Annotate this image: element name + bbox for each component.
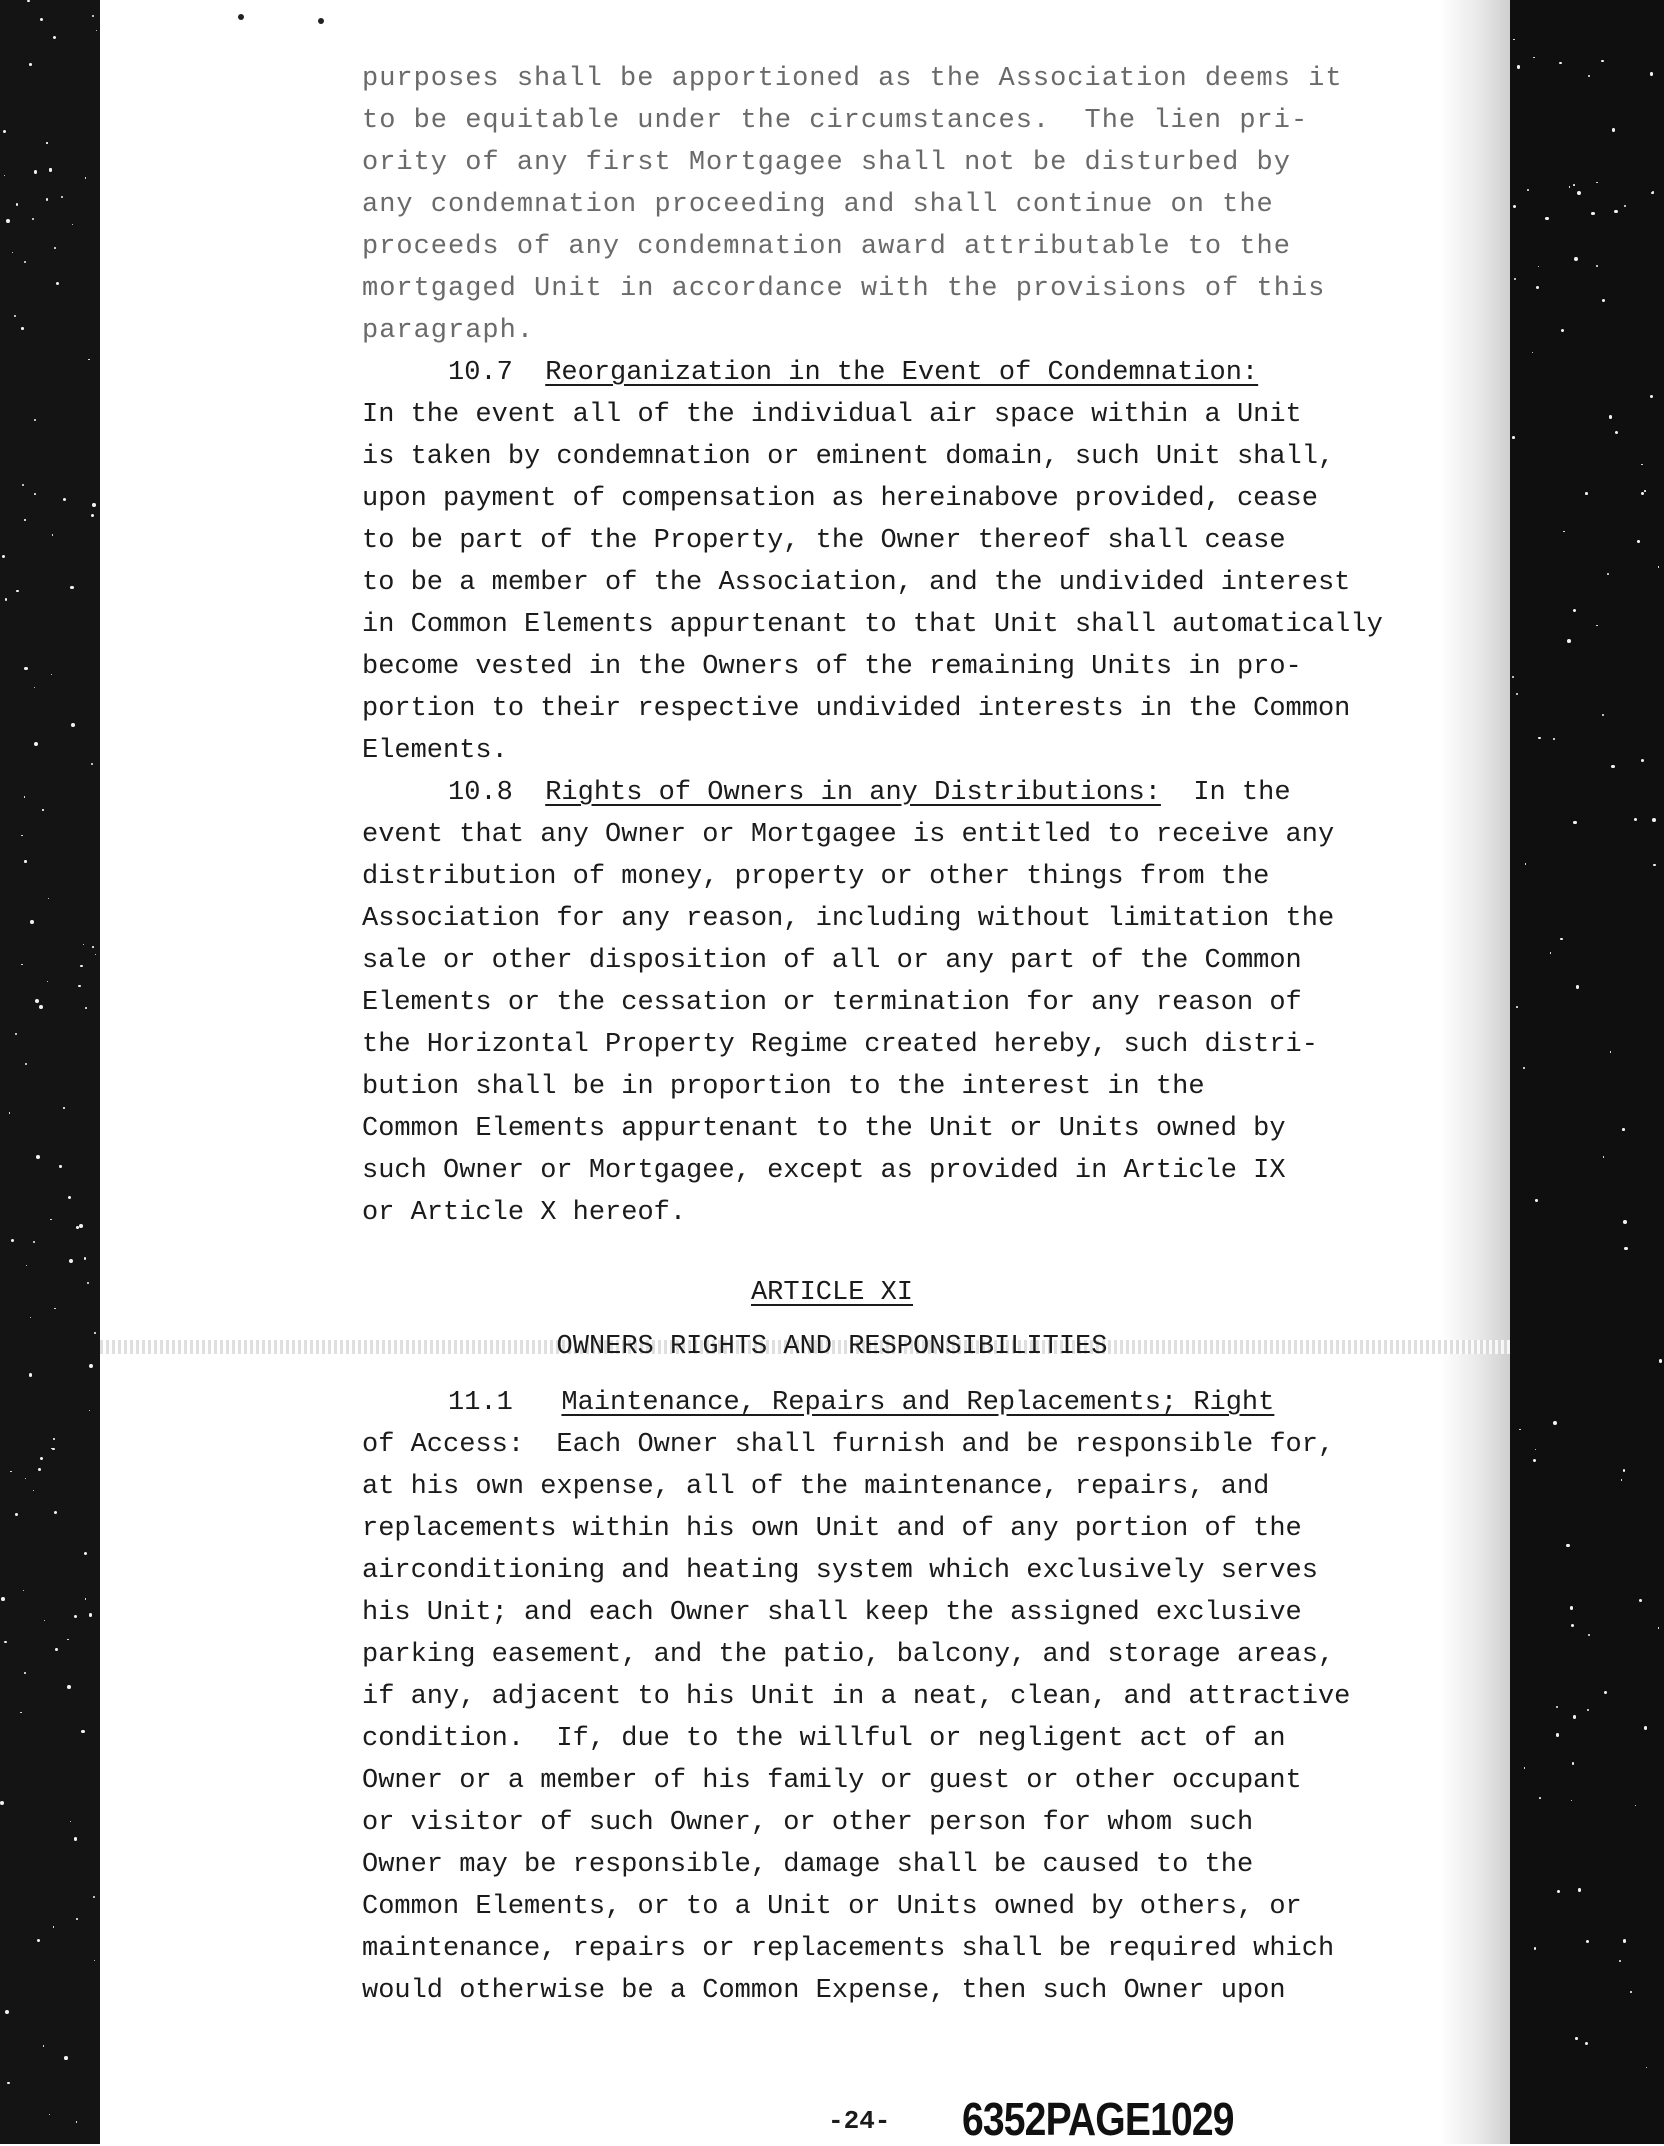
scan-noise-speck — [29, 1373, 32, 1376]
text-line: in Common Elements appurtenant to that Unit shall automatically — [362, 610, 1383, 640]
text-line: to be a member of the Association, and the undivided interest — [362, 568, 1351, 598]
scan-noise-speck — [30, 920, 34, 924]
text-line: his Unit; and each Owner shall keep the assigned exclusive — [362, 1598, 1302, 1628]
scan-noise-speck — [54, 1308, 55, 1309]
scan-noise-speck — [1572, 1762, 1574, 1764]
scan-noise-speck — [1516, 693, 1518, 695]
scan-noise-speck — [85, 1598, 87, 1600]
section-number: 10.7 — [448, 358, 513, 388]
scan-noise-speck — [1623, 1220, 1627, 1224]
scan-noise-speck — [91, 514, 94, 517]
scan-noise-speck — [33, 1241, 35, 1243]
scan-noise-speck — [34, 742, 38, 746]
text-line: to be part of the Property, the Owner thereof shall cease — [362, 526, 1286, 556]
scan-noise-speck — [1644, 1726, 1647, 1729]
scan-noise-speck — [20, 1712, 21, 1713]
scan-noise-speck — [1650, 72, 1653, 75]
scan-noise-speck — [21, 835, 22, 836]
section-title: Rights of Owners in any Distributions: — [545, 778, 1161, 808]
text-line: Common Elements appurtenant to the Unit or Units owned by — [362, 1114, 1286, 1144]
text-line: maintenance, repairs or replacements shall be required which — [362, 1934, 1335, 1964]
scan-noise-speck — [1545, 217, 1549, 221]
scan-noise-speck — [1512, 676, 1514, 678]
text-line: or visitor of such Owner, or other person for whom such — [362, 1808, 1254, 1838]
scan-noise-speck — [89, 1364, 93, 1368]
scan-noise-speck — [1513, 205, 1516, 208]
scan-noise-speck — [61, 196, 63, 198]
scan-noise-speck — [94, 1332, 96, 1334]
scan-noise-speck — [3, 130, 6, 133]
scan-noise-speck — [1596, 625, 1597, 626]
scan-dot — [318, 18, 324, 24]
text-line: distribution of money, property or other things from the — [362, 862, 1270, 892]
scan-noise-speck — [1553, 738, 1555, 740]
scan-noise-speck — [1523, 1067, 1525, 1069]
scan-noise-speck — [1586, 1940, 1589, 1943]
scan-dot — [238, 14, 244, 20]
text-line: replacements within his own Unit and of any portion of the — [362, 1514, 1302, 1544]
scan-noise-speck — [52, 1448, 55, 1451]
text-line: airconditioning and heating system which exclusively serves — [362, 1556, 1318, 1586]
section-title: Reorganization in the Event of Condemnation: — [545, 358, 1259, 388]
article-subtitle: OWNERS RIGHTS AND RESPONSIBILITIES — [556, 1332, 1108, 1362]
scan-noise-speck — [1622, 1128, 1625, 1131]
scan-noise-speck — [85, 1007, 87, 1009]
scan-noise-speck — [5, 2010, 9, 2014]
scan-noise-speck — [38, 1468, 41, 1471]
scan-noise-speck — [29, 63, 32, 66]
scan-noise-speck — [1516, 1006, 1518, 1008]
scan-noise-speck — [43, 2045, 45, 2047]
text-line: parking easement, and the patio, balcony, and storage areas, — [362, 1640, 1335, 1670]
scan-noise-speck — [1517, 65, 1521, 69]
scan-noise-speck — [80, 965, 82, 967]
scan-noise-speck — [1644, 490, 1646, 492]
section-number: 11.1 — [448, 1388, 513, 1418]
scan-noise-speck — [16, 590, 18, 592]
section-heading-10-8 — [448, 776, 1291, 810]
scan-noise-speck — [78, 985, 81, 988]
scan-noise-speck — [4, 175, 5, 176]
text-line: portion to their respective undivided interests in the Common — [362, 694, 1351, 724]
scan-noise-speck — [64, 2056, 68, 2060]
scan-noise-speck — [46, 142, 47, 143]
text-line: any condemnation proceeding and shall continue on the — [362, 190, 1274, 220]
article-title: ARTICLE XI — [750, 1278, 914, 1308]
scan-noise-speck — [36, 1155, 40, 1159]
text-line: condition. If, due to the willful or negligent act of an — [362, 1724, 1286, 1754]
scan-noise-speck — [1571, 1800, 1572, 1801]
scan-noise-speck — [14, 315, 16, 317]
scan-noise-speck — [84, 1257, 86, 1259]
scan-noise-speck — [1575, 2037, 1578, 2040]
section-heading-11-1 — [448, 1386, 1274, 1420]
scan-noise-speck — [1556, 1733, 1559, 1736]
text-line: at his own expense, all of the maintenance, repairs, and — [362, 1472, 1270, 1502]
scan-noise-speck — [49, 168, 52, 171]
text-line: is taken by condemnation or eminent domain, such Unit shall, — [362, 442, 1335, 472]
section-title: Maintenance, Repairs and Replacements; Right — [561, 1388, 1275, 1418]
scan-noise-speck — [34, 493, 36, 495]
scan-noise-speck — [92, 946, 94, 948]
scan-noise-speck — [1614, 210, 1617, 213]
scan-noise-speck — [1539, 1797, 1541, 1799]
scan-noise-speck — [1533, 57, 1535, 59]
text-line: the Horizontal Property Regime created hereby, such distri- — [362, 1030, 1318, 1060]
scan-noise-speck — [92, 15, 94, 17]
scan-noise-speck — [1578, 1888, 1581, 1891]
scan-noise-speck — [1573, 184, 1575, 186]
scan-noise-speck — [53, 1438, 55, 1440]
scan-noise-speck — [26, 1265, 27, 1266]
scan-noise-speck — [63, 1107, 65, 1109]
scan-noise-speck — [67, 1685, 71, 1689]
scan-noise-speck — [59, 1165, 61, 1167]
text-line: Common Elements, or to a Unit or Units owned by others, or — [362, 1892, 1302, 1922]
scan-noise-speck — [67, 1639, 68, 1640]
section-number: 10.8 — [448, 778, 513, 808]
text-line: mortgaged Unit in accordance with the provisions of this — [362, 274, 1326, 304]
scan-noise-speck — [1, 1597, 5, 1601]
scan-noise-speck — [1525, 863, 1526, 864]
text-line: sale or other disposition of all or any part of the Common — [362, 946, 1302, 976]
scan-noise-speck — [1538, 737, 1540, 739]
scan-noise-speck — [1556, 1706, 1558, 1708]
text-line: purposes shall be apportioned as the Association deems it — [362, 64, 1343, 94]
text-line: Owner may be responsible, damage shall be caused to the — [362, 1850, 1254, 1880]
scan-noise-speck — [21, 964, 22, 965]
page-number: -24- — [828, 2106, 891, 2136]
text-line: ority of any first Mortgagee shall not be disturbed by — [362, 148, 1291, 178]
text-line: or Article X hereof. — [362, 1198, 687, 1228]
scan-noise-speck — [81, 1730, 84, 1733]
text-line: would otherwise be a Common Expense, then such Owner upon — [362, 1976, 1286, 2006]
scan-noise-speck — [37, 1939, 40, 1942]
text-line: Elements. — [362, 736, 508, 766]
scan-noise-speck — [1659, 1359, 1662, 1362]
scan-noise-speck — [1624, 205, 1626, 207]
scan-noise-speck — [76, 1918, 78, 1920]
scan-noise-speck — [1557, 1890, 1560, 1893]
scan-noise-speck — [1604, 1691, 1607, 1694]
scan-noise-speck — [50, 1219, 52, 1221]
scan-noise-speck — [1534, 1947, 1537, 1950]
scan-noise-speck — [1637, 540, 1640, 543]
scan-noise-speck — [24, 860, 27, 863]
text-line: event that any Owner or Mortgagee is entitled to receive any — [362, 820, 1335, 850]
scan-noise-speck — [85, 177, 86, 178]
text-line: In the event all of the individual air space within a Unit — [362, 400, 1302, 430]
text-line: bution shall be in proportion to the interest in the — [362, 1072, 1205, 1102]
scan-noise-speck — [1646, 2067, 1647, 2068]
text-line: proceeds of any condemnation award attributable to the — [362, 232, 1291, 262]
scan-noise-speck — [51, 674, 52, 675]
scan-noise-speck — [1653, 864, 1656, 867]
text-line: if any, adjacent to his Unit in a neat, clean, and attractive — [362, 1682, 1351, 1712]
scan-noise-speck — [1535, 1199, 1537, 1201]
scan-noise-speck — [76, 2121, 77, 2122]
scan-noise-speck — [1603, 1156, 1604, 1157]
scan-noise-speck — [24, 261, 26, 263]
text-line: paragraph. — [362, 316, 535, 346]
scan-noise-speck — [54, 247, 56, 249]
scan-noise-speck — [71, 723, 75, 727]
scan-noise-speck — [1550, 952, 1552, 954]
scan-noise-speck — [6, 219, 10, 223]
text-line: Association for any reason, including without limitation the — [362, 904, 1335, 934]
scan-noise-speck — [1567, 639, 1571, 643]
scan-noise-speck — [1587, 1709, 1589, 1711]
scan-noise-speck — [42, 809, 43, 810]
text-line: Elements or the cessation or termination for any reason of — [362, 988, 1302, 1018]
scan-noise-speck — [16, 203, 19, 206]
scan-noise-speck — [1585, 492, 1588, 495]
scan-noise-speck — [1570, 1606, 1573, 1609]
scan-noise-speck — [54, 1511, 57, 1514]
scan-noise-speck — [1615, 431, 1618, 434]
scan-noise-speck — [70, 586, 74, 590]
section-heading-tail: In the — [1193, 778, 1291, 808]
book-page-stamp: 6352PAGE1029 — [962, 2093, 1234, 2145]
text-line: of Access: Each Owner shall furnish and be responsible for, — [362, 1430, 1335, 1460]
scan-noise-speck — [1573, 821, 1576, 824]
scan-noise-speck — [79, 1224, 83, 1228]
scan-noise-speck — [1611, 765, 1614, 768]
scan-noise-speck — [1612, 128, 1616, 132]
scan-noise-speck — [1610, 1051, 1611, 1052]
scan-noise-speck — [24, 519, 25, 520]
scan-noise-speck — [1553, 1421, 1557, 1425]
section-heading-10-7 — [448, 356, 1258, 390]
scan-noise-speck — [21, 327, 24, 330]
scan-noise-speck — [40, 1457, 43, 1460]
text-line: Owner or a member of his family or guest or other occupant — [362, 1766, 1302, 1796]
scan-noise-speck — [1630, 1991, 1632, 1993]
scan-noise-speck — [1658, 566, 1659, 567]
text-line: become vested in the Owners of the remaining Units in pro- — [362, 652, 1302, 682]
scan-noise-speck — [46, 198, 48, 200]
scan-noise-speck — [24, 1672, 26, 1674]
text-line: upon payment of compensation as hereinabove provided, cease — [362, 484, 1318, 514]
scan-noise-speck — [1527, 189, 1529, 191]
text-line: to be equitable under the circumstances. The lien pri- — [362, 106, 1309, 136]
scan-noise-speck — [1609, 415, 1612, 418]
text-line: such Owner or Mortgagee, except as provided in Article IX — [362, 1156, 1286, 1186]
